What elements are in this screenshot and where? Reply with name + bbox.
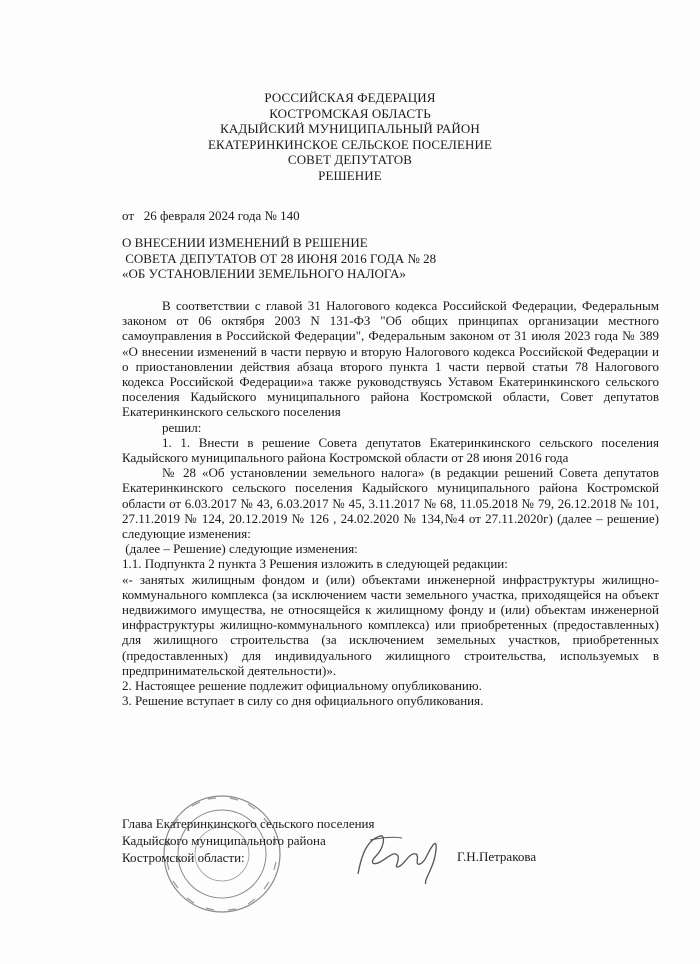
- signature-block: [122, 815, 374, 866]
- decided-label: решил:: [162, 419, 202, 435]
- header-district: КАДЫЙСКИЙ МУНИЦИПАЛЬНЫЙ РАЙОН: [220, 121, 480, 136]
- decision-title: [122, 235, 436, 282]
- header-council: СОВЕТ ДЕПУТАТОВ: [287, 152, 413, 167]
- decision-date: от 26 февраля 2024 года № 140: [122, 208, 300, 223]
- document-header: [0, 90, 700, 183]
- signer-name: Г.Н.Петракова: [457, 849, 537, 864]
- header-region: КОСТРОМСКАЯ ОБЛАСТЬ: [269, 105, 431, 121]
- title-line-1: О ВНЕСЕНИИ ИЗМЕНЕНИЙ В РЕШЕНИЕ: [122, 235, 368, 250]
- item-1: 1. 1. Внести в решение Совета депутатов Екатеринкинского сельского поселения Кадыйского муниципального района Костромской области от 28 июня 2016 года: [122, 434, 659, 466]
- decision-body: [122, 298, 659, 708]
- title-line-3: «ОБ УСТАНОВЛЕНИИ ЗЕМЕЛЬНОГО НАЛОГА»: [122, 266, 406, 281]
- signer-position-line-3: Костромской области:: [122, 850, 245, 865]
- header-settlement: ЕКАТЕРИНКИНСКОЕ СЕЛЬСКОЕ ПОСЕЛЕНИЕ: [207, 136, 493, 152]
- item-3: 3. Решение вступает в силу со дня официального опубликования.: [122, 693, 484, 709]
- preamble-paragraph: В соответствии с главой 31 Налогового кодекса Российской Федерации, Федеральным законом от 06 октября 2003 N 131-ФЗ "Об общих принципах организации местного самоуправления в Российской Федерации", Федеральным законом от 31 июля 2023 года № 389 «О внесении изменений в части первую и вторую Налогового кодекса Российской Федерации и о приостановлении действия абзаца второго пункта 1 части первой статьи 78 Налогового кодекса Российской Федерации»а также руководствуясь Уставом Екатеринкинского сельского поселения Кадыйского муниципального района Костромской области, Совет депутатов Екатеринкинского сельского поселения: [122, 298, 659, 420]
- item-1-1: 1.1. Подпункта 2 пункта 3 Решения изложить в следующей редакции:: [122, 556, 508, 572]
- item-1-continued: № 28 «Об установлении земельного налога» (в редакции решений Совета депутатов Екатеринкинского сельского поселения Кадыйского муниципального района Костромской области от 6.03.2017 № 43, 6.03.2017 № 45, 3.11.2017 № 68, 11.05.2018 № 79, 26.12.2018 № 101, 27.11.2019 № 124, 20.12.2019 № 126 , 24.02.2020 № 134,№4 от 27.11.2020г) (далее – решение) следующие изменения:: [122, 465, 659, 542]
- signer-position-line-2: Кадыйского муниципального района: [122, 833, 326, 848]
- signer-position-line-1: Глава Екатеринкинского сельского поселения: [122, 816, 375, 831]
- quoted-text: «- занятых жилищным фондом и (или) объектами инженерной инфраструктуры жилищно-коммунального комплекса (за исключением части земельного участка, приходящейся на объект недвижимого имущества, не относящейся к жилищному фонду и (или) объектам инженерной инфраструктуры жилищно-коммунального комплекса) или приобретенных (предоставленных) для жилищного строительства (за исключением земельных участков, приобретенных (предоставленных) для индивидуального жилищного строительства, используемых в предпринимательской деятельности)».: [122, 571, 659, 678]
- header-doc-type: РЕШЕНИЕ: [318, 167, 382, 183]
- header-country: РОССИЙСКАЯ ФЕДЕРАЦИЯ: [264, 90, 436, 105]
- title-line-2: СОВЕТА ДЕПУТАТОВ ОТ 28 ИЮНЯ 2016 ГОДА № 28: [122, 250, 437, 266]
- item-1-tail: (далее – Решение) следующие изменения:: [122, 541, 358, 557]
- item-2: 2. Настоящее решение подлежит официальному опубликованию.: [122, 678, 482, 694]
